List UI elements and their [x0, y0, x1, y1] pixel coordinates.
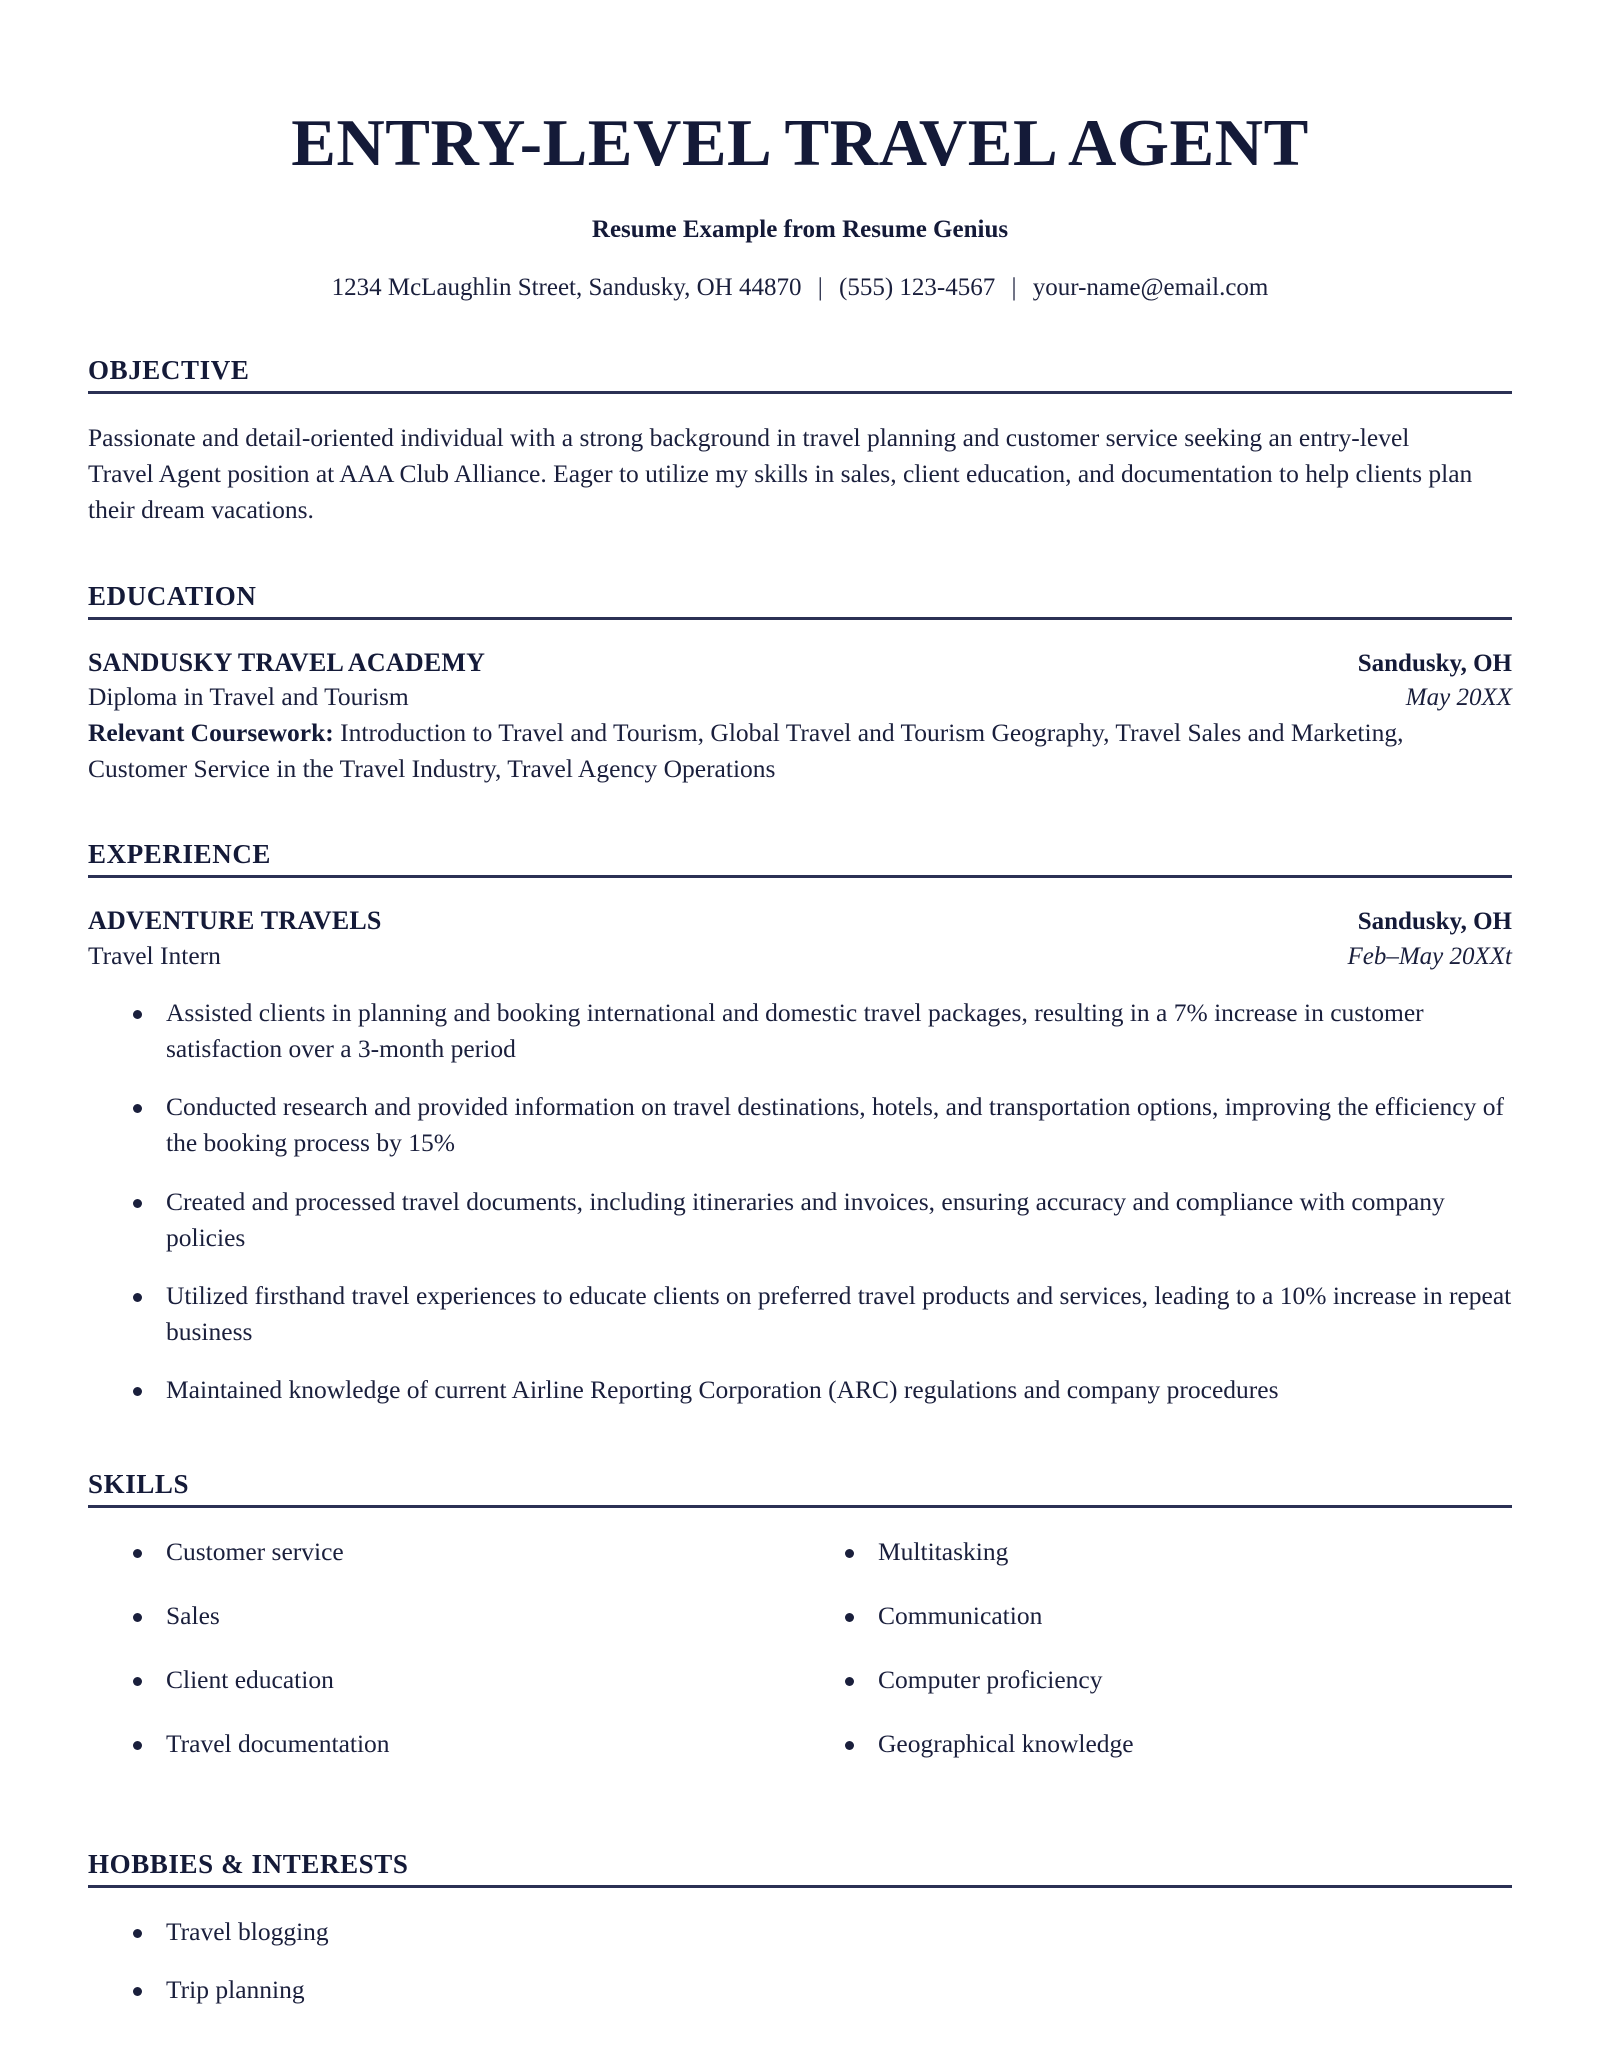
- list-item: Computer proficiency: [800, 1662, 1512, 1698]
- skills-column-left: [88, 1534, 800, 1791]
- contact-separator-2: |: [1011, 274, 1017, 301]
- section-body-hobbies: [88, 1888, 1512, 2008]
- experience-entry-header: [88, 904, 1512, 939]
- section-heading-objective: OBJECTIVE: [88, 355, 1512, 394]
- section-skills: [88, 1469, 1512, 1791]
- objective-text: Passionate and detail-oriented individual with a strong background in travel planning and customer service seeking an entry-level Travel Agent position at AAA Club Alliance. Eager to utilize my skills in sales, client education, and documentation to help clients plan their dream vacations.: [88, 423, 1473, 525]
- list-item: Maintained knowledge of current Airline Reporting Corporation (ARC) regulations and company procedures: [88, 1372, 1512, 1408]
- experience-bullet-list: [88, 995, 1512, 1409]
- list-item: Customer service: [88, 1534, 800, 1570]
- education-entry-header: [88, 646, 1512, 681]
- experience-location: Sandusky, OH: [1357, 907, 1512, 935]
- list-item: Multitasking: [800, 1534, 1512, 1570]
- contact-line: [88, 245, 1512, 303]
- section-heading-experience: EXPERIENCE: [88, 839, 1512, 878]
- list-item: Assisted clients in planning and booking international and domestic travel packages, resulting in a 7% increase in customer satisfaction over a 3-month period: [88, 995, 1512, 1067]
- education-coursework: [88, 715, 1418, 787]
- education-location: Sandusky, OH: [1357, 649, 1512, 677]
- skills-list-right: [800, 1534, 1512, 1763]
- experience-company-name: ADVENTURE TRAVELS: [88, 905, 382, 935]
- education-date: May 20XX: [1405, 684, 1512, 712]
- section-objective: [88, 355, 1512, 529]
- education-degree: Diploma in Travel and Tourism: [88, 682, 409, 712]
- section-heading-education: EDUCATION: [88, 581, 1512, 620]
- section-hobbies: [88, 1849, 1512, 2008]
- experience-role: Travel Intern: [88, 940, 221, 970]
- hobbies-list: [88, 1914, 1512, 2008]
- coursework-text: Introduction to Travel and Tourism, Global Travel and Tourism Geography, Travel Sales and Marketing, Customer Service in the Travel Industry, Travel Agency Operations: [88, 717, 1404, 783]
- contact-email: your-name@email.com: [1032, 274, 1269, 301]
- list-item: Created and processed travel documents, including itineraries and invoices, ensuring accuracy and compliance with company policies: [88, 1184, 1512, 1256]
- skills-list-left: [88, 1534, 800, 1763]
- list-item: Travel blogging: [88, 1914, 1512, 1950]
- section-experience: [88, 839, 1512, 1409]
- contact-separator-1: |: [817, 274, 823, 301]
- contact-address: 1234 McLaughlin Street, Sandusky, OH 44870: [331, 274, 802, 301]
- experience-entry-subheader: [88, 939, 1512, 973]
- resume-subtitle: Resume Example from Resume Genius: [591, 216, 1009, 243]
- education-entry-subheader: [88, 680, 1512, 714]
- coursework-label: Relevant Coursework:: [88, 717, 334, 747]
- section-body-objective: [88, 394, 1512, 529]
- list-item: Trip planning: [88, 1972, 1512, 2008]
- section-heading-skills: SKILLS: [88, 1469, 1512, 1508]
- section-heading-hobbies: HOBBIES & INTERESTS: [88, 1849, 1512, 1888]
- list-item: Utilized firsthand travel experiences to educate clients on preferred travel products and services, leading to a 10% increase in repeat business: [88, 1278, 1512, 1350]
- skills-column-right: [800, 1534, 1512, 1791]
- section-education: [88, 581, 1512, 787]
- contact-phone: (555) 123-4567: [839, 274, 996, 301]
- skills-grid: [88, 1534, 1512, 1791]
- list-item: Client education: [88, 1662, 800, 1698]
- section-body-education: [88, 620, 1512, 787]
- list-item: Communication: [800, 1598, 1512, 1634]
- list-item: Conducted research and provided information on travel destinations, hotels, and transportation options, improving the efficiency of the booking process by 15%: [88, 1089, 1512, 1161]
- list-item: Sales: [88, 1598, 800, 1634]
- experience-date: Feb–May 20XXt: [1347, 942, 1512, 970]
- page-title: ENTRY-LEVEL TRAVEL AGENT: [291, 106, 1309, 180]
- list-item: Geographical knowledge: [800, 1726, 1512, 1762]
- section-body-skills: [88, 1508, 1512, 1791]
- section-body-experience: [88, 878, 1512, 1409]
- list-item: Travel documentation: [88, 1726, 800, 1762]
- education-school-name: SANDUSKY TRAVEL ACADEMY: [88, 647, 486, 677]
